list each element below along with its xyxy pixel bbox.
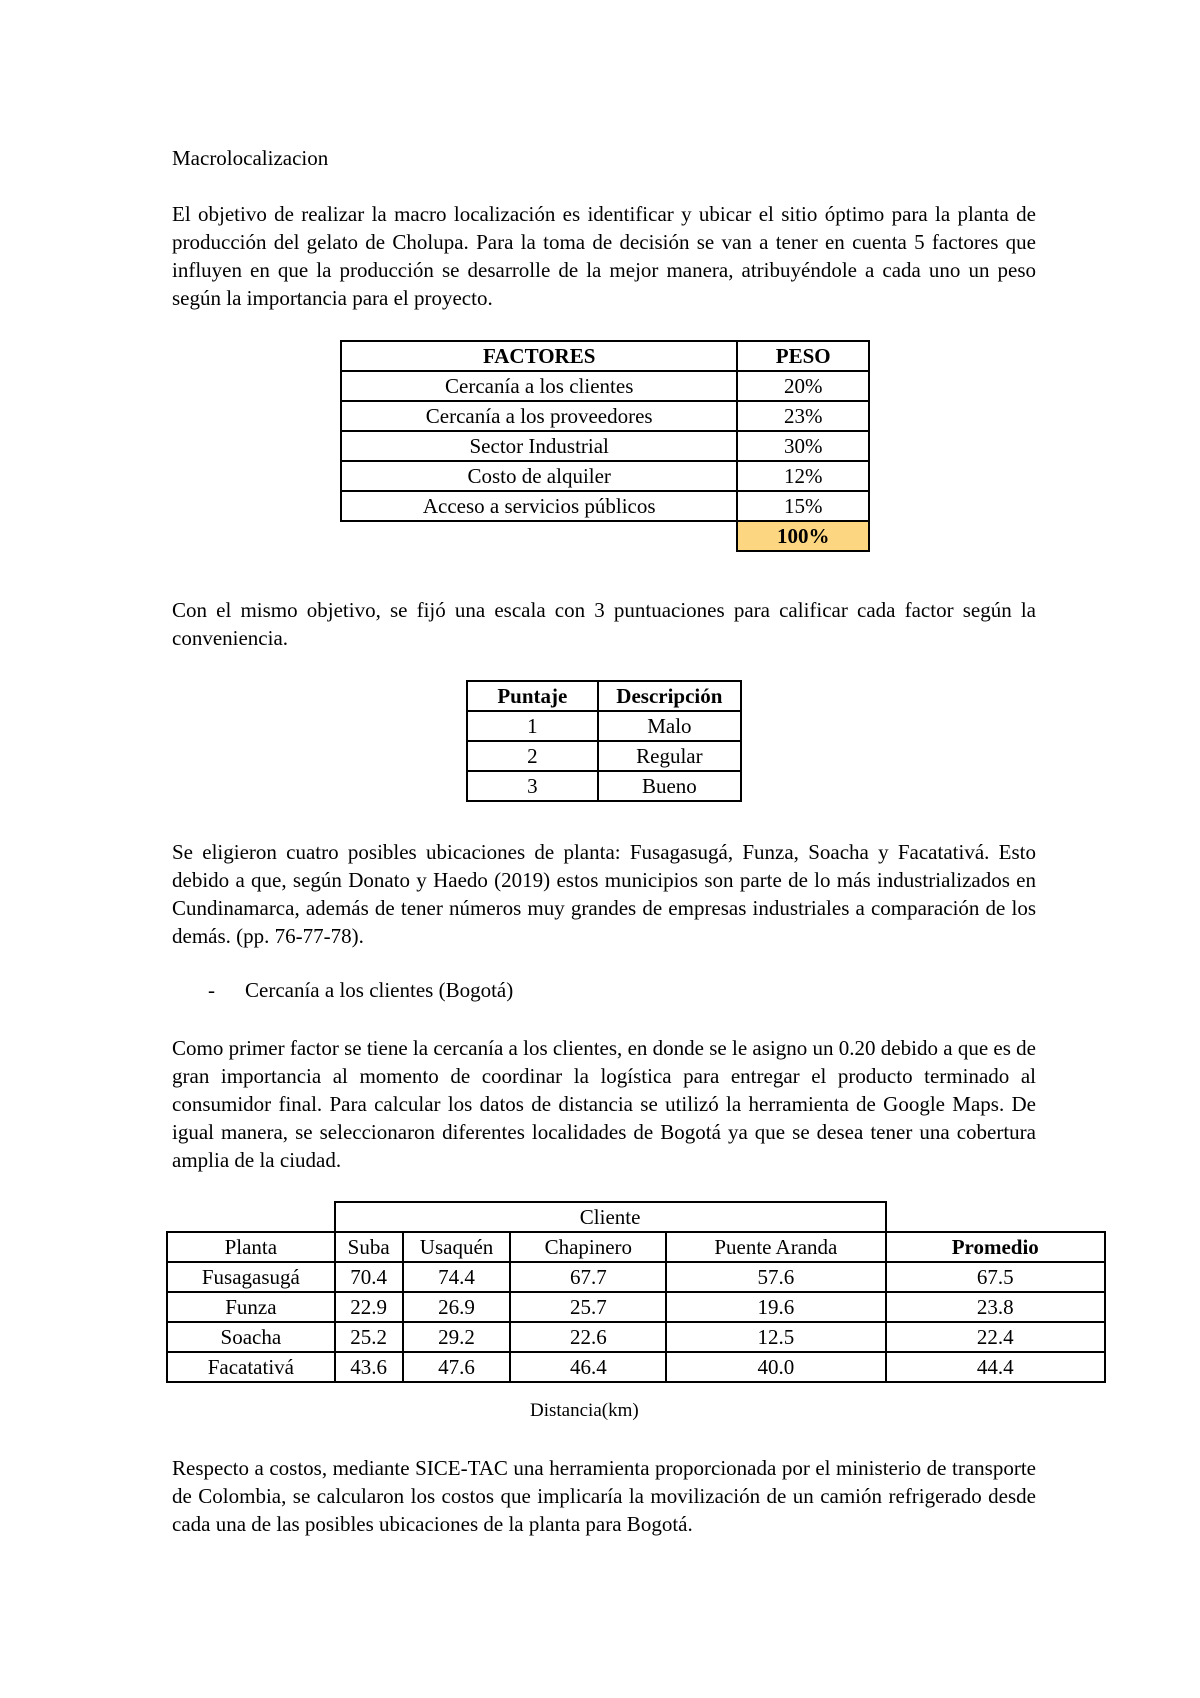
scale-header-description: Descripción (598, 681, 741, 711)
average-cell: 23.8 (886, 1292, 1105, 1322)
factors-total: 100% (737, 521, 869, 551)
distance-cell: 74.4 (403, 1262, 511, 1292)
factor-weight: 30% (737, 431, 869, 461)
empty-cell (167, 1202, 335, 1232)
bullet-marker: - (208, 978, 215, 1002)
intro-paragraph: El objetivo de realizar la macro localización es identificar y ubicar el sitio óptimo para la planta de producción del gelato de Cholupa. Para la toma de decisión se van a tener en cuenta 5 factores que influyen en que la producción se desarrolle de la mejor manera, atribuyéndole a cada uno un peso según la importancia para el proyecto. (172, 202, 1036, 310)
client-group-header: Cliente (335, 1202, 886, 1232)
table-row (341, 491, 869, 521)
bullet-item: Cercanía a los clientes (Bogotá) (245, 978, 514, 1002)
scale-description: Malo (598, 711, 741, 741)
costs-paragraph: Respecto a costos, mediante SICE-TAC una herramienta proporcionada por el ministerio de transporte de Colombia, se calcularon los costos que implicaría la movilización de un camión refrigerado desde cada una de las posibles ubicaciones de la planta para Bogotá. (172, 1456, 1036, 1536)
distance-cell: 46.4 (510, 1352, 666, 1382)
factor-weight: 20% (737, 371, 869, 401)
scale-score: 3 (467, 771, 598, 801)
factor-weight: 15% (737, 491, 869, 521)
table-row (467, 771, 741, 801)
distance-cell: 25.2 (335, 1322, 403, 1352)
scale-header-score: Puntaje (467, 681, 598, 711)
table-row (167, 1352, 1105, 1382)
distance-cell: 47.6 (403, 1352, 511, 1382)
factors-header-factor: FACTORES (341, 341, 737, 371)
distance-cell: 40.0 (666, 1352, 885, 1382)
locations-paragraph: Se eligieron cuatro posibles ubicaciones de planta: Fusagasugá, Funza, Soacha y Facatativá. Esto debido a que, según Donato y Haedo (2019) estos municipios son parte de lo más industrializados en Cundinamarca, además de tener números muy grandes de empresas industriales a comparación de los demás. (pp. 76-77-78). (172, 840, 1036, 948)
distance-cell: 22.6 (510, 1322, 666, 1352)
plant-name: Funza (167, 1292, 335, 1322)
average-cell: 44.4 (886, 1352, 1105, 1382)
distance-cell: 70.4 (335, 1262, 403, 1292)
distance-header-row (167, 1232, 1105, 1262)
table-row (467, 711, 741, 741)
distance-cell: 12.5 (666, 1322, 885, 1352)
distance-cell: 57.6 (666, 1262, 885, 1292)
header-plant: Planta (167, 1232, 335, 1262)
scale-intro-paragraph: Con el mismo objetivo, se fijó una escala con 3 puntuaciones para calificar cada factor según la conveniencia. (172, 598, 1036, 650)
plant-name: Fusagasugá (167, 1262, 335, 1292)
scale-score: 1 (467, 711, 598, 741)
table-row (341, 371, 869, 401)
distance-table-caption: Distancia(km) (530, 1400, 639, 1421)
empty-cell (886, 1202, 1105, 1232)
factor-weight: 12% (737, 461, 869, 491)
header-suba: Suba (335, 1232, 403, 1262)
table-row (167, 1322, 1105, 1352)
factor-name: Acceso a servicios públicos (341, 491, 737, 521)
distance-cell: 29.2 (403, 1322, 511, 1352)
scale-table (466, 680, 742, 802)
plant-name: Facatativá (167, 1352, 335, 1382)
empty-cell (341, 521, 737, 551)
distance-cell: 22.9 (335, 1292, 403, 1322)
factor1-paragraph: Como primer factor se tiene la cercanía a los clientes, en donde se le asigno un 0.20 debido a que es de gran importancia al momento de coordinar la logística para entregar el producto terminado al consumidor final. Para calcular los datos de distancia se utilizó la herramienta de Google Maps. De igual manera, se seleccionaron diferentes localidades de Bogotá ya que se desea tener una cobertura amplia de la ciudad. (172, 1036, 1036, 1172)
header-chapinero: Chapinero (510, 1232, 666, 1262)
scale-description: Bueno (598, 771, 741, 801)
section-heading: Macrolocalizacion (172, 146, 329, 170)
header-usaquen: Usaquén (403, 1232, 511, 1262)
distance-cell: 26.9 (403, 1292, 511, 1322)
factor-name: Cercanía a los proveedores (341, 401, 737, 431)
factors-header-weight: PESO (737, 341, 869, 371)
factor-weight: 23% (737, 401, 869, 431)
distance-cell: 25.7 (510, 1292, 666, 1322)
table-row (341, 431, 869, 461)
distance-table (166, 1201, 1106, 1383)
table-row (167, 1262, 1105, 1292)
distance-cell: 67.7 (510, 1262, 666, 1292)
factors-header-row (341, 341, 869, 371)
distance-cell: 43.6 (335, 1352, 403, 1382)
table-row (341, 461, 869, 491)
average-cell: 67.5 (886, 1262, 1105, 1292)
table-row (467, 741, 741, 771)
scale-header-row (467, 681, 741, 711)
factors-total-row (341, 521, 869, 551)
factor-name: Cercanía a los clientes (341, 371, 737, 401)
factors-table (340, 340, 870, 552)
distance-group-row (167, 1202, 1105, 1232)
distance-cell: 19.6 (666, 1292, 885, 1322)
table-row (341, 401, 869, 431)
average-cell: 22.4 (886, 1322, 1105, 1352)
header-average: Promedio (886, 1232, 1105, 1262)
table-row (167, 1292, 1105, 1322)
factor-name: Sector Industrial (341, 431, 737, 461)
scale-score: 2 (467, 741, 598, 771)
factor-name: Costo de alquiler (341, 461, 737, 491)
header-puente-aranda: Puente Aranda (666, 1232, 885, 1262)
plant-name: Soacha (167, 1322, 335, 1352)
scale-description: Regular (598, 741, 741, 771)
